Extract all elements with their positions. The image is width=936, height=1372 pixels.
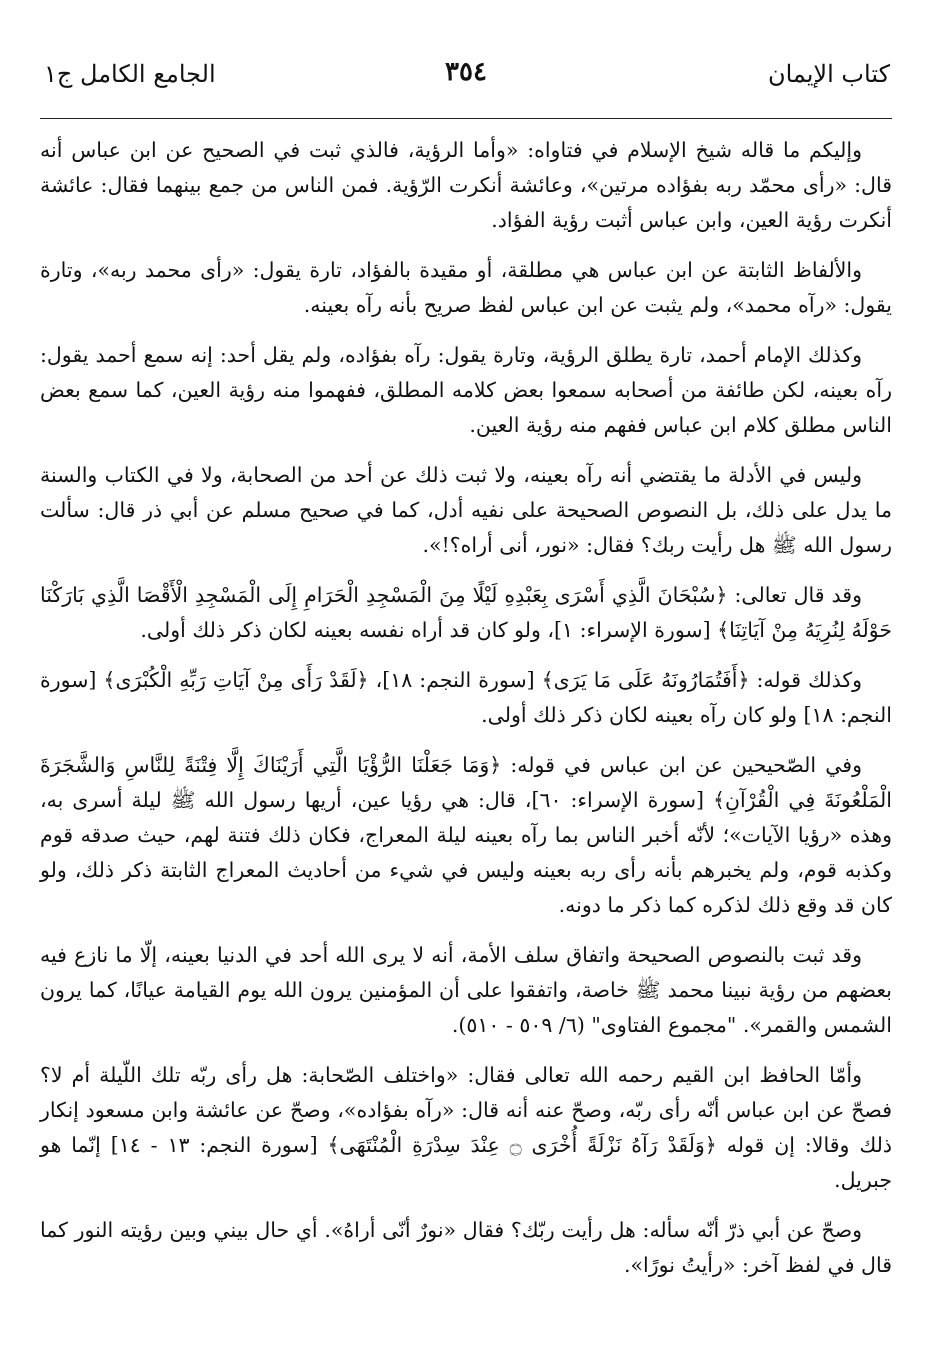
running-header [40,48,892,90]
paragraph: وكذلك قوله: ﴿أَفَتُمَارُونَهُ عَلَى مَا يَرَى﴾ [سورة النجم: ١٨]، ﴿لَقَدْ رَأَى مِنْ آيَاتِ رَبِّهِ الْكُبْرَى﴾ [سورة النجم: ١٨] ولو كان رآه بعينه لكان ذكر ذلك أولى. [40,668,892,727]
document-page [40,48,892,1338]
paragraph: وأمّا الحافظ ابن القيم رحمه الله تعالى فقال: «واختلف الصّحابة: هل رأى ربّه تلك اللّيلة أم لا؟ فصحّ عن ابن عباس أنّه رأى ربّه، وصحّ عنه أنه قال: «رآه بفؤاده»، وصحّ عن عائشة وابن مسعود إنكار ذلك وقالا: إن قوله ﴿وَلَقَدْ رَآهُ نَزْلَةً أُخْرَى ۝ عِنْدَ سِدْرَةِ الْمُنْتَهَى﴾ [سورة النجم: ١٣ - ١٤] إنّما هو جبريل. [40,1063,892,1192]
paragraph: والألفاظ الثابتة عن ابن عباس هي مطلقة، أو مقيدة بالفؤاد، تارة يقول: «رأى محمد ربه»، وتارة يقول: «رآه محمد»، ولم يثبت عن ابن عباس لفظ صريح بأنه رآه بعينه. [40,258,892,317]
paragraph: وفي الصّحيحين عن ابن عباس في قوله: ﴿وَمَا جَعَلْنَا الرُّؤْيَا الَّتِي أَرَيْنَاكَ إِلَّا فِتْنَةً لِلنَّاسِ وَالشَّجَرَةَ الْمَلْعُونَةَ فِي الْقُرْآنِ﴾ [سورة الإسراء: ٦٠]، قال: هي رؤيا عين، أريها رسول الله ﷺ ليلة أسرى به، وهذه «رؤيا الآيات»؛ لأنّه أخبر الناس بما رآه بعينه ليلة المعراج، فكان ذلك فتنة لهم، حيث صدقه قوم وكذبه قوم، ولم يخبرهم بأنه رأى ربه بعينه وليس في شيء من أحاديث المعراج الثابتة ذكر ذلك، ولو كان قد وقع ذلك لذكره كما ذكر ما دونه. [40,753,892,917]
paragraph: وقد قال تعالى: ﴿سُبْحَانَ الَّذِي أَسْرَى بِعَبْدِهِ لَيْلًا مِنَ الْمَسْجِدِ الْحَرَامِ إِلَى الْمَسْجِدِ الْأَقْصَا الَّذِي بَارَكْنَا حَوْلَهُ لِنُرِيَهُ مِنْ آيَاتِنَا﴾ [سورة الإسراء: ١]، ولو كان قد أراه نفسه بعينه لكان ذكر ذلك أولى. [40,583,892,642]
body-text [40,133,892,1283]
page-number: ٣٥٤ [445,57,487,87]
paragraph: وصحّ عن أبي ذرّ أنّه سأله: هل رأيت ربّك؟ فقال «نورٌ أنّى أراهُ». أي حال بيني وبين رؤيته النور كما قال في لفظ آخر: «رأيتُ نورًا». [40,1218,892,1277]
book-title: كتاب الإيمان [767,60,890,88]
paragraph: وكذلك الإمام أحمد، تارة يطلق الرؤية، وتارة يقول: رآه بفؤاده، ولم يقل أحد: إنه سمع أحمد يقول: رآه بعينه، لكن طائفة من أصحابه سمعوا بعض كلامه المطلق، ففهموا منه رؤية العين، كما سمع بعض الناس مطلق كلام ابن عباس ففهم منه رؤية العين. [40,343,892,437]
paragraph: وليس في الأدلة ما يقتضي أنه رآه بعينه، ولا ثبت ذلك عن أحد من الصحابة، ولا في الكتاب والسنة ما يدل على ذلك، بل النصوص الصحيحة على نفيه أدل، كما في صحيح مسلم عن أبي ذر قال: سألت رسول الله ﷺ هل رأيت ربك؟ فقال: «نور، أنى أراه؟!». [40,463,892,557]
paragraph: وقد ثبت بالنصوص الصحيحة واتفاق سلف الأمة، أنه لا يرى الله أحد في الدنيا بعينه، إلّا ما نازع فيه بعضهم من رؤية نبينا محمد ﷺ خاصة، واتفقوا على أن المؤمنين يرون الله يوم القيامة عيانًا، كما يرون الشمس والقمر». "مجموع الفتاوى" (٦/ ٥٠٩ - ٥١٠). [40,943,892,1037]
header-divider [40,118,892,119]
series-title: الجامع الكامل ج١ [44,60,216,88]
paragraph: وإليكم ما قاله شيخ الإسلام في فتاواه: «وأما الرؤية، فالذي ثبت في الصحيح عن ابن عباس أنه قال: «رأى محمّد ربه بفؤاده مرتين»، وعائشة أنكرت الرّؤية. فمن الناس من جمع بينهما فقال: عائشة أنكرت رؤية العين، وابن عباس أثبت رؤية الفؤاد. [40,138,892,232]
